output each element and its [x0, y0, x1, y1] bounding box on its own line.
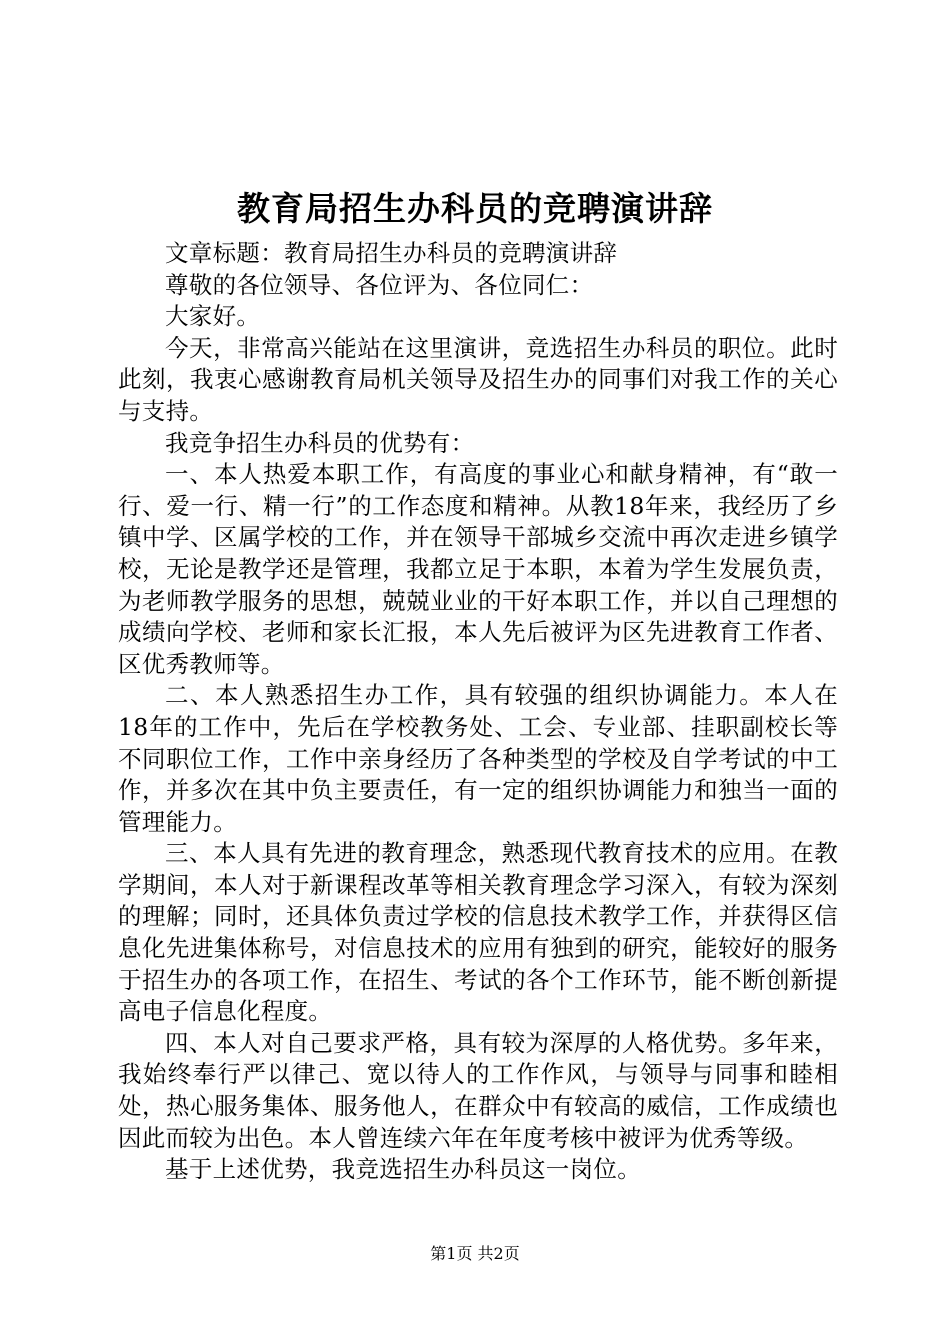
- page-footer: 第1页 共2页: [430, 1244, 520, 1263]
- paragraph-intro: 今天，非常高兴能站在这里演讲，竞选招生办科员的职位。此时此刻，我衷心感谢教育局机关领导及招生办的同事们对我工作的关心与支持。: [118, 333, 838, 425]
- paragraph-advantage-4: 四、本人对自己要求严格，具有较为深厚的人格优势。多年来，我始终奉行严以律己、宽以待人的工作作风，与领导与同事和睦相处，热心服务集体、服务他人，在群众中有较高的威信，工作成绩也因此而较为出色。本人曾连续六年在年度考核中被评为优秀等级。: [118, 1028, 838, 1152]
- paragraph-advantages-heading: 我竞争招生办科员的优势有：: [165, 428, 475, 457]
- paragraph-advantage-1: 一、本人热爱本职工作，有高度的事业心和献身精神，有“敢一行、爱一行、精一行”的工作态度和精神。从教18年来，我经历了乡镇中学、区属学校的工作，并在领导干部城乡交流中再次走进乡镇学校，无论是教学还是管理，我都立足于本职，本着为学生发展负责，为老师教学服务的思想，兢兢业业的干好本职工作，并以自己理想的成绩向学校、老师和家长汇报，本人先后被评为区先进教育工作者、区优秀教师等。: [118, 460, 838, 678]
- paragraph-advantage-2: 二、本人熟悉招生办工作，具有较强的组织协调能力。本人在18年的工作中，先后在学校教务处、工会、专业部、挂职副校长等不同职位工作，工作中亲身经历了各种类型的学校及自学考试的中工作，并多次在其中负主要责任，有一定的组织协调能力和独当一面的管理能力。: [118, 681, 838, 836]
- paragraph-conclusion: 基于上述优势，我竞选招生办科员这一岗位。: [165, 1155, 641, 1184]
- document-title: 教育局招生办科员的竞聘演讲辞: [237, 189, 713, 228]
- document-body: [118, 238, 838, 1186]
- paragraph-article-title: 文章标题：教育局招生办科员的竞聘演讲辞: [165, 239, 618, 267]
- paragraph-salutation: 尊敬的各位领导、各位评为、各位同仁：: [165, 270, 594, 299]
- paragraph-advantage-3: 三、本人具有先进的教育理念，熟悉现代教育技术的应用。在教学期间，本人对于新课程改革等相关教育理念学习深入，有较为深刻的理解；同时，还具体负责过学校的信息技术教学工作，并获得区信息化先进集体称号，对信息技术的应用有独到的研究，能较好的服务于招生办的各项工作，在招生、考试的各个工作环节，能不断创新提高电子信息化程度。: [118, 839, 838, 1026]
- paragraph-greeting: 大家好。: [165, 302, 261, 331]
